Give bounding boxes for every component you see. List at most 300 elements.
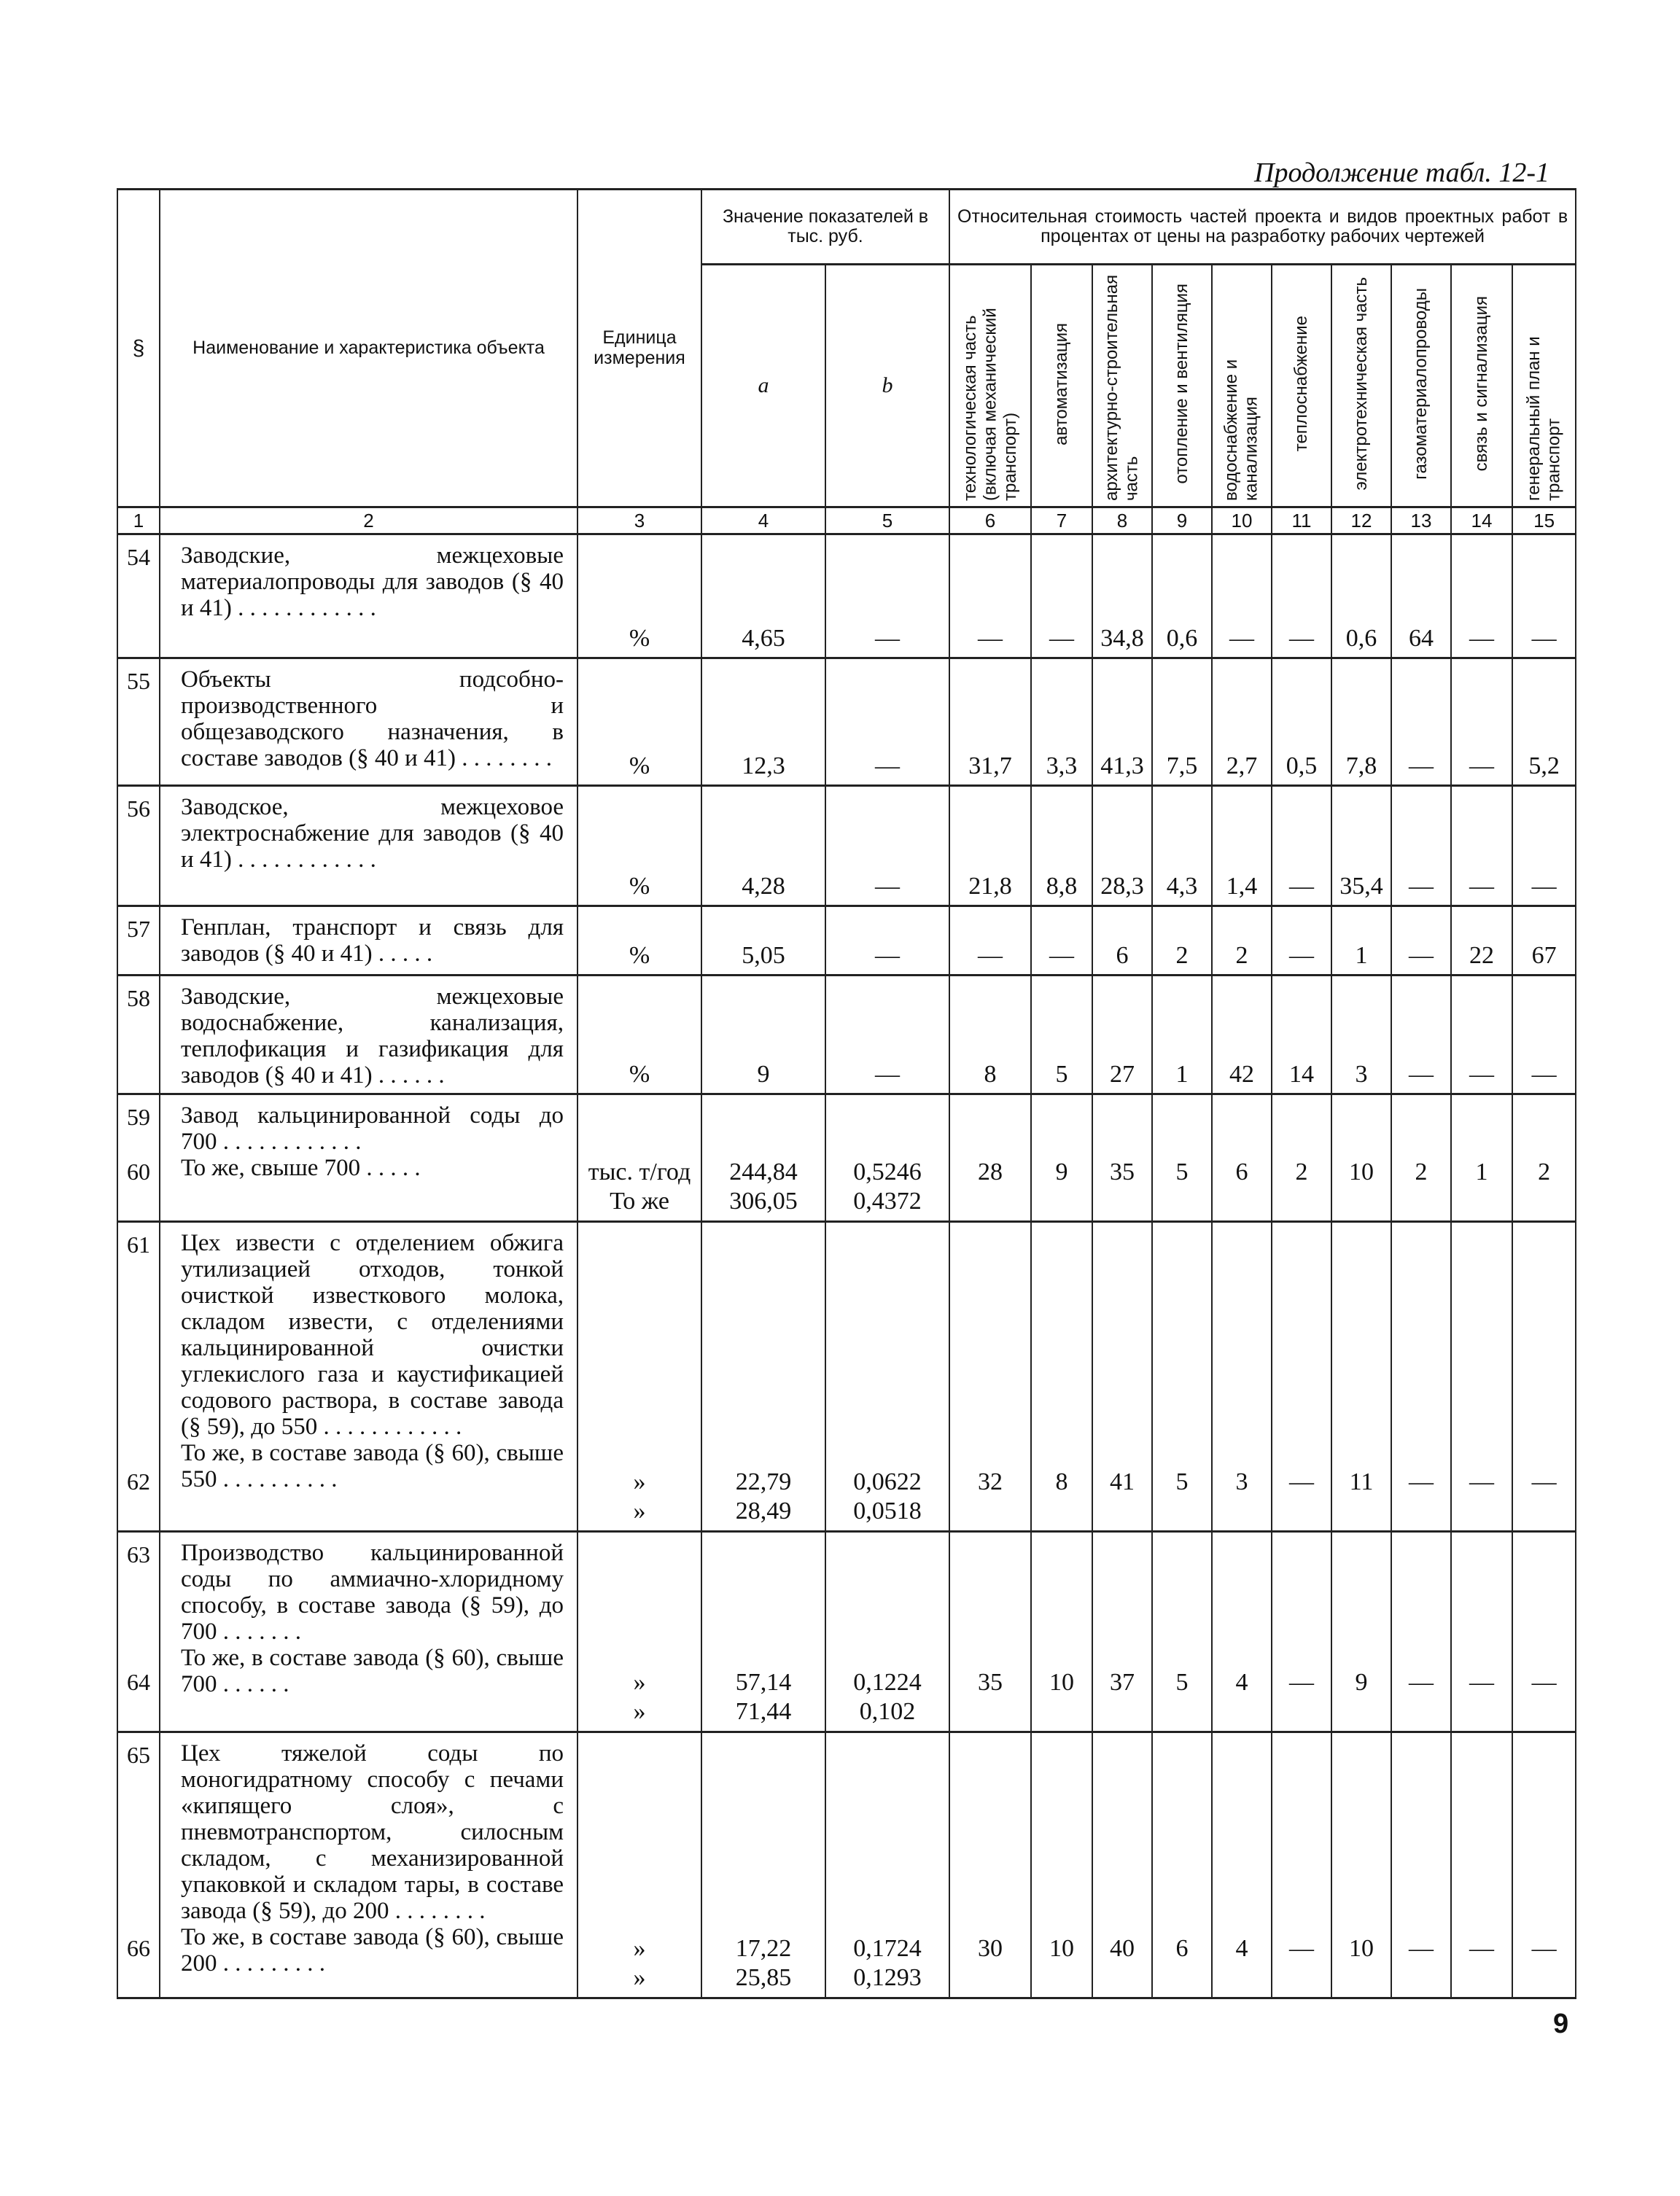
section-number: 61: [127, 1231, 150, 1258]
percent-value: —: [1531, 1061, 1557, 1088]
header-part-site-plan: генеральный план и транспорт: [1512, 265, 1576, 507]
unit-cell: [578, 976, 701, 1094]
object-name-cell: [160, 658, 578, 786]
percent-cell: [1031, 976, 1092, 1094]
section-number: 58: [127, 985, 150, 1011]
percent-cell: [949, 658, 1031, 786]
table-row: [117, 1732, 1576, 1998]
percent-value: 2: [1175, 942, 1189, 969]
header-values-group: Значение показателей в тыс. руб.: [701, 190, 949, 265]
percent-value: 35: [978, 1668, 1003, 1696]
section-number: 59: [127, 1104, 150, 1130]
value-b-cell: [825, 534, 949, 658]
percent-cell: [1152, 1094, 1212, 1222]
percent-value: 2: [1415, 1158, 1428, 1185]
percent-cell: [1391, 658, 1451, 786]
percent-value: —: [978, 625, 1003, 652]
col-num: 7: [1031, 507, 1092, 534]
percent-cell: [1331, 534, 1391, 658]
value-b-cell: [825, 658, 949, 786]
value-b-cell: [825, 786, 949, 906]
percent-value: 9: [1355, 1668, 1368, 1696]
section-cell: [117, 976, 160, 1094]
percent-value: 4: [1235, 1668, 1248, 1696]
percent-cell: [1512, 976, 1576, 1094]
value-b: 0,4372: [853, 1188, 922, 1215]
value-b: —: [875, 942, 900, 969]
unit-value: »: [633, 1669, 646, 1696]
object-name: Завод кальцинированной соды до 700 . . . . . . . . . . . .: [181, 1102, 564, 1155]
percent-cell: [1092, 1732, 1152, 1998]
percent-cell: [1152, 1222, 1212, 1532]
unit-value: %: [629, 1061, 650, 1088]
percent-value: 37: [1110, 1668, 1135, 1696]
percent-value: —: [1409, 873, 1434, 900]
percent-value: 40: [1110, 1934, 1135, 1962]
table-row: [117, 1532, 1576, 1732]
percent-value: —: [1409, 1468, 1434, 1495]
header-part-electrical: электротехническая часть: [1331, 265, 1391, 507]
percent-cell: [1272, 906, 1331, 976]
percent-value: —: [1049, 625, 1074, 652]
percent-cell: [1152, 906, 1212, 976]
percent-value: —: [1049, 942, 1074, 969]
col-num: 3: [578, 507, 701, 534]
percent-value: 0,6: [1345, 625, 1377, 652]
percent-cell: [1331, 786, 1391, 906]
percent-cell: [1092, 1094, 1152, 1222]
percent-cell: [1092, 1532, 1152, 1732]
section-number: 65: [127, 1742, 150, 1768]
percent-cell: [1031, 1222, 1092, 1532]
percent-cell: [1451, 534, 1512, 658]
unit-value: »: [633, 1468, 646, 1495]
value-b: 0,102: [859, 1698, 916, 1725]
percent-cell: [1152, 786, 1212, 906]
value-b: 0,1724: [853, 1935, 922, 1962]
percent-value: 5: [1175, 1468, 1189, 1495]
percent-cell: [1512, 1532, 1576, 1732]
col-num: 4: [701, 507, 825, 534]
value-a-cell: [701, 1094, 825, 1222]
percent-value: 32: [978, 1468, 1003, 1495]
unit-value: %: [629, 752, 650, 779]
percent-value: 5: [1175, 1668, 1189, 1696]
section-cell: [117, 658, 160, 786]
header-part-water: водоснабжение и канализация: [1212, 265, 1272, 507]
percent-value: 35,4: [1339, 873, 1383, 900]
object-name-cell: [160, 786, 578, 906]
percent-cell: [1031, 906, 1092, 976]
object-name-cell: [160, 534, 578, 658]
percent-cell: [1092, 534, 1152, 658]
percent-value: —: [1469, 625, 1494, 652]
value-b-cell: [825, 976, 949, 1094]
percent-value: —: [1289, 873, 1314, 900]
percent-cell: [1391, 1222, 1451, 1532]
percent-value: —: [1289, 1668, 1314, 1696]
percent-cell: [1451, 786, 1512, 906]
percent-value: 0,6: [1166, 625, 1198, 652]
col-num: 15: [1512, 507, 1576, 534]
unit-cell: [578, 786, 701, 906]
percent-cell: [1451, 658, 1512, 786]
percent-value: —: [1409, 752, 1434, 779]
percent-value: —: [1531, 1468, 1557, 1495]
section-cell: [117, 534, 160, 658]
unit-cell: [578, 658, 701, 786]
value-a: 244,84: [729, 1159, 798, 1185]
percent-cell: [1331, 1732, 1391, 1998]
percent-value: 1,4: [1226, 873, 1258, 900]
percent-value: 41: [1110, 1468, 1135, 1495]
value-a: 25,85: [735, 1964, 792, 1991]
percent-value: 1: [1175, 1061, 1189, 1088]
header-part-tech: технологическая часть (включая механический транспорт): [949, 265, 1031, 507]
value-a: 12,3: [742, 752, 785, 779]
percent-value: 30: [978, 1934, 1003, 1962]
header-part-heat-supply: теплоснабжение: [1272, 265, 1331, 507]
section-cell: [117, 786, 160, 906]
percent-cell: [1391, 786, 1451, 906]
value-a: 57,14: [735, 1669, 792, 1696]
percent-cell: [1272, 1532, 1331, 1732]
section-number: 56: [127, 795, 150, 822]
header-part-heating: отопление и вентиляция: [1152, 265, 1212, 507]
percent-cell: [1212, 976, 1272, 1094]
unit-value: »: [633, 1698, 646, 1725]
value-a: 4,28: [742, 873, 785, 900]
object-name: То же, в составе завода (§ 60), свыше 700 . . . . . .: [181, 1645, 564, 1697]
header-unit: Единица измерения: [578, 190, 701, 507]
value-a: 306,05: [729, 1188, 798, 1215]
section-number: 66: [127, 1935, 150, 1961]
percent-value: 1: [1355, 942, 1368, 969]
percent-value: 3: [1355, 1061, 1368, 1088]
header-name: Наименование и характеристика объекта: [160, 190, 578, 507]
percent-value: 10: [1349, 1934, 1374, 1962]
section-number: 57: [127, 916, 150, 942]
col-num: 12: [1331, 507, 1391, 534]
percent-cell: [1391, 534, 1451, 658]
value-a-cell: [701, 1532, 825, 1732]
section-cell: [117, 1222, 160, 1532]
percent-value: 6: [1235, 1158, 1248, 1185]
percent-value: 28: [978, 1158, 1003, 1185]
value-b: 0,0622: [853, 1468, 922, 1495]
section-cell: [117, 906, 160, 976]
percent-cell: [1331, 658, 1391, 786]
section-cell: [117, 1732, 160, 1998]
percent-cell: [1212, 1732, 1272, 1998]
percent-value: 1: [1475, 1158, 1488, 1185]
col-num: 2: [160, 507, 578, 534]
unit-cell: [578, 906, 701, 976]
percent-value: —: [978, 942, 1003, 969]
percent-cell: [1391, 1532, 1451, 1732]
value-b: —: [875, 873, 900, 900]
value-b-cell: [825, 906, 949, 976]
percent-value: —: [1469, 1061, 1494, 1088]
value-a: 5,05: [742, 942, 785, 969]
percent-cell: [1331, 1222, 1391, 1532]
percent-cell: [1152, 1732, 1212, 1998]
percent-value: —: [1469, 1668, 1494, 1696]
value-a-cell: [701, 534, 825, 658]
percent-cell: [1391, 906, 1451, 976]
col-num: 14: [1451, 507, 1512, 534]
percent-cell: [949, 1094, 1031, 1222]
cost-table: [117, 188, 1576, 1999]
header-part-comms: связь и сигнализация: [1451, 265, 1512, 507]
percent-cell: [1451, 1222, 1512, 1532]
header-part-gas: газоматериалопроводы: [1391, 265, 1451, 507]
col-num: 13: [1391, 507, 1451, 534]
value-b: —: [875, 1061, 900, 1088]
percent-value: —: [1469, 1468, 1494, 1495]
value-b: 0,0518: [853, 1498, 922, 1525]
percent-value: —: [1469, 752, 1494, 779]
object-name: Цех тяжелой соды по моногидратному способу с печами «кипящего слоя», с пневмотранспортом, силосным складом, с механизированной упаковкой и складом тары, в составе завода (§ 59), до 200 . . . . . . . .: [181, 1740, 564, 1924]
percent-value: 7,5: [1166, 752, 1198, 779]
value-a-cell: [701, 906, 825, 976]
percent-value: 6: [1175, 1934, 1189, 1962]
percent-cell: [1031, 658, 1092, 786]
percent-cell: [1451, 1732, 1512, 1998]
percent-value: —: [1409, 1934, 1434, 1962]
value-a: 71,44: [735, 1698, 792, 1725]
object-name: То же, в составе завода (§ 60), свыше 200 . . . . . . . . .: [181, 1924, 564, 1977]
percent-cell: [1152, 1532, 1212, 1732]
percent-value: 10: [1049, 1668, 1074, 1696]
percent-value: 27: [1110, 1061, 1135, 1088]
value-a: 4,65: [742, 625, 785, 652]
percent-cell: [1212, 906, 1272, 976]
percent-cell: [1031, 1532, 1092, 1732]
page-number: 9: [1553, 2009, 1569, 2039]
col-num: 9: [1152, 507, 1212, 534]
value-b-cell: [825, 1222, 949, 1532]
unit-value: тыс. т/год: [588, 1159, 691, 1185]
unit-cell: [578, 1094, 701, 1222]
col-num: 10: [1212, 507, 1272, 534]
percent-cell: [949, 906, 1031, 976]
value-b-cell: [825, 1732, 949, 1998]
section-number: 55: [127, 668, 150, 694]
percent-cell: [1331, 976, 1391, 1094]
unit-value: %: [629, 942, 650, 969]
value-b-cell: [825, 1532, 949, 1732]
percent-cell: [949, 1532, 1031, 1732]
percent-value: 4: [1235, 1934, 1248, 1962]
percent-value: 7,8: [1345, 752, 1377, 779]
percent-cell: [1092, 658, 1152, 786]
unit-value: »: [633, 1498, 646, 1525]
percent-value: —: [1409, 1668, 1434, 1696]
table-row: [117, 976, 1576, 1094]
percent-cell: [1212, 1222, 1272, 1532]
object-name-cell: [160, 1094, 578, 1222]
percent-value: 3,3: [1046, 752, 1078, 779]
percent-value: 11: [1349, 1468, 1374, 1495]
header-section: §: [117, 190, 160, 507]
percent-cell: [1092, 906, 1152, 976]
percent-cell: [1272, 1732, 1331, 1998]
header-cost-group: Относительная стоимость частей проекта и видов проектных работ в процентах от цены на разработку рабочих чертежей: [949, 190, 1576, 265]
percent-cell: [1212, 1532, 1272, 1732]
percent-value: —: [1289, 1934, 1314, 1962]
percent-value: 5: [1175, 1158, 1189, 1185]
value-b-cell: [825, 1094, 949, 1222]
object-name-cell: [160, 976, 578, 1094]
percent-cell: [1272, 976, 1331, 1094]
percent-value: —: [1531, 1668, 1557, 1696]
percent-value: 8,8: [1046, 873, 1078, 900]
header-part-automation: автоматизация: [1031, 265, 1092, 507]
percent-cell: [1212, 1094, 1272, 1222]
percent-cell: [1272, 1222, 1331, 1532]
percent-value: 64: [1409, 625, 1434, 652]
unit-value: %: [629, 625, 650, 652]
value-a: 17,22: [735, 1935, 792, 1962]
section-cell: [117, 1532, 160, 1732]
header-b: b: [825, 265, 949, 507]
value-a-cell: [701, 976, 825, 1094]
percent-cell: [1451, 906, 1512, 976]
percent-cell: [1152, 658, 1212, 786]
value-b: —: [875, 625, 900, 652]
object-name-cell: [160, 1732, 578, 1998]
percent-cell: [1391, 1094, 1451, 1222]
percent-value: 10: [1349, 1158, 1374, 1185]
percent-value: 31,7: [968, 752, 1012, 779]
section-number: 60: [127, 1159, 150, 1185]
percent-cell: [1272, 786, 1331, 906]
percent-value: 2,7: [1226, 752, 1258, 779]
percent-value: 41,3: [1100, 752, 1144, 779]
percent-value: 10: [1049, 1934, 1074, 1962]
percent-cell: [1272, 534, 1331, 658]
percent-value: —: [1229, 625, 1254, 652]
value-a: 22,79: [735, 1468, 792, 1495]
unit-value: »: [633, 1935, 646, 1962]
percent-value: 9: [1055, 1158, 1068, 1185]
percent-value: —: [1289, 625, 1314, 652]
percent-value: —: [1531, 625, 1557, 652]
object-name: Заводские, межцеховые водоснабжение, канализация, теплофикация и газификация для заводов (§ 40 и 41) . . . . . .: [181, 984, 564, 1089]
table-row: [117, 1222, 1576, 1532]
percent-cell: [1272, 1094, 1331, 1222]
object-name-cell: [160, 1222, 578, 1532]
table-row: [117, 906, 1576, 976]
object-name-cell: [160, 1532, 578, 1732]
percent-value: 21,8: [968, 873, 1012, 900]
unit-cell: [578, 1732, 701, 1998]
percent-cell: [1152, 534, 1212, 658]
object-name-cell: [160, 906, 578, 976]
header-row-top: [117, 190, 1576, 265]
percent-cell: [1391, 1732, 1451, 1998]
value-a-cell: [701, 1732, 825, 1998]
unit-cell: [578, 534, 701, 658]
percent-cell: [1152, 976, 1212, 1094]
percent-value: 28,3: [1100, 873, 1144, 900]
percent-value: 5,2: [1528, 752, 1560, 779]
percent-value: 6: [1116, 942, 1129, 969]
percent-cell: [949, 976, 1031, 1094]
percent-value: —: [1469, 873, 1494, 900]
percent-cell: [1512, 906, 1576, 976]
percent-value: 5: [1055, 1061, 1068, 1088]
percent-cell: [1451, 1532, 1512, 1732]
unit-value: »: [633, 1964, 646, 1991]
percent-value: 67: [1531, 942, 1557, 969]
percent-cell: [1212, 786, 1272, 906]
percent-value: 2: [1538, 1158, 1551, 1185]
percent-cell: [1031, 1732, 1092, 1998]
table-caption: Продолжение табл. 12-1: [1254, 157, 1550, 188]
section-number: 54: [127, 544, 150, 570]
percent-value: 8: [1055, 1468, 1068, 1495]
percent-cell: [1331, 906, 1391, 976]
percent-value: 2: [1235, 942, 1248, 969]
percent-cell: [1391, 976, 1451, 1094]
col-num: 11: [1272, 507, 1331, 534]
value-b: 0,5246: [853, 1159, 922, 1185]
percent-value: —: [1409, 942, 1434, 969]
percent-cell: [1512, 1732, 1576, 1998]
percent-cell: [1512, 534, 1576, 658]
percent-cell: [1031, 534, 1092, 658]
percent-cell: [1092, 976, 1152, 1094]
col-num: 5: [825, 507, 949, 534]
percent-cell: [1272, 658, 1331, 786]
section-number: 62: [127, 1468, 150, 1495]
unit-cell: [578, 1222, 701, 1532]
percent-value: 42: [1229, 1061, 1254, 1088]
header-part-architecture: архитектурно-строительная часть: [1092, 265, 1152, 507]
value-a-cell: [701, 1222, 825, 1532]
object-name: Цех извести с отделением обжига утилизацией отходов, тонкой очисткой известкового молока, складом извести, с отделениями кальцинированной очистки углекислого газа и каустификацией содового раствора, в составе завода (§ 59), до 550 . . . . . . . . . . . .: [181, 1230, 564, 1440]
object-name: То же, в составе завода (§ 60), свыше 550 . . . . . . . . . .: [181, 1440, 564, 1492]
value-b: 0,1293: [853, 1964, 922, 1991]
percent-value: —: [1531, 873, 1557, 900]
value-a-cell: [701, 786, 825, 906]
value-a-cell: [701, 658, 825, 786]
percent-cell: [1451, 1094, 1512, 1222]
percent-cell: [949, 1222, 1031, 1532]
object-name: То же, свыше 700 . . . . .: [181, 1155, 421, 1181]
section-number: 63: [127, 1541, 150, 1568]
percent-value: —: [1289, 942, 1314, 969]
value-b: 0,1224: [853, 1669, 922, 1696]
section-number: 64: [127, 1669, 150, 1695]
col-num: 6: [949, 507, 1031, 534]
percent-value: —: [1409, 1061, 1434, 1088]
percent-value: —: [1289, 1468, 1314, 1495]
unit-value: %: [629, 873, 650, 900]
percent-cell: [1512, 658, 1576, 786]
col-num: 1: [117, 507, 160, 534]
percent-value: 3: [1235, 1468, 1248, 1495]
object-name: Генплан, транспорт и связь для заводов (§ 40 и 41) . . . . .: [181, 914, 564, 967]
section-cell: [117, 1094, 160, 1222]
percent-cell: [1512, 1094, 1576, 1222]
percent-cell: [949, 1732, 1031, 1998]
percent-value: 0,5: [1286, 752, 1318, 779]
value-b: —: [875, 752, 900, 779]
percent-value: —: [1469, 1934, 1494, 1962]
